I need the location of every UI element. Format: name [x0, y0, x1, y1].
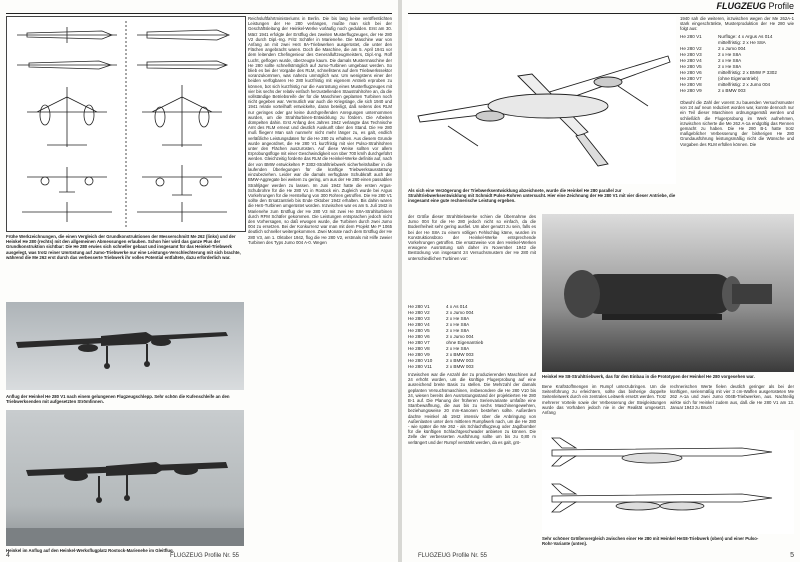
list-item: He 280 V9 2 x BMW 003 [680, 88, 746, 93]
caption-photo2: Heinkel im Anflug auf den Heinkel-Werksflugplatz Rostock-Marienehe im Gleitflug. [6, 548, 174, 553]
three-view-drawings [6, 16, 246, 232]
comparison-svg [542, 430, 794, 534]
aircraft-silhouette-1 [6, 302, 244, 390]
caption-photo1: Anflug der Heinkel He 280 V1 nach einem gelungenen Flugzeugschlepp. Sehr schön die Kufenschleife an den Triebwerksenden mit aufgesetzten Strömfinnen. [6, 394, 230, 405]
list-item: He 280 V4 2 x He S8A [680, 58, 742, 63]
list-item: He 280 V2 2 x Jumo 004 [680, 46, 746, 51]
list-item: He 280 V5 2 x He S8A [408, 328, 470, 333]
aircraft-silhouette-2 [6, 410, 244, 546]
right-page [402, 0, 800, 562]
list-item: He 280 V11 2 x BMW 003 [408, 364, 474, 369]
right-text-bottom-left: Inzwischen war die Anzahl der zu produzierenden Maschinen auf 24 erhöht worden, um die künftige Flugerprobung auf eine ausreichend breite Basis zu stellen. Die Mehrzahl der damals geplanten Versuchsmaschinen, insbesondere die He 280 V10 bis 24, wiesen bereits den Ausrüstungsstand der projektierten He 280 B-1 auf. Die Planung der früheren Serienvariante umfaßte eine Starrbewaffnung, die aus bis zu sechs Maschinengewehren, beziehungsweise 20 mm-Kanonen bestehen sollte. Außerdem dachte Heinkel ab 1942 intensiv über die Anbringung von Außenlasten unter dem mittleren Rumpfwerk nach, um die He 280 - wie später die Me 262 - als Schlachtflugzeug oder Jagdbomber für die künftigen Schlachtgeschwader anbieten zu können. Die Zelle der verbesserten Ausführung sollte um bis zu 0,80 m verlängert und der Rumpf verstärkt werden, da es galt, grö- [408, 372, 536, 445]
caption-bottom: Sehr schöner Größenvergleich zwischen einer He 280 mit Heinkel HeS8-Triebwerk (oben) und einer Pulso-Rohr-Variante (unten). [542, 536, 759, 547]
footer-left: FLUGZEUG Profile Nr. 55 [170, 553, 240, 559]
footer-right: FLUGZEUG Profile Nr. 55 [418, 553, 488, 559]
photo-he280-approach [6, 302, 244, 390]
header-rule [6, 13, 392, 14]
variant-list-mid [408, 304, 536, 370]
variant-list-top [680, 34, 794, 94]
planform-svg [408, 16, 676, 184]
list-item: He 280 V2 2 x Jumo 004 [408, 310, 474, 315]
caption-drawings: Frühe Werkzeichnungen, die einen Vergleich der Grundkonstruktionen der Messerschmitt Me 262 (links) und der Heinkel He 280 (rechts) mit den allgemeinen Abmessungen erlauben. Schon hier wird das ganze Plus der Grundkonstruktion sichtbar: Die He 280 erwies sich schneller gebaut und insgesamt für das Heinkel-Triebwerk ausgelegt, was trotz reiner Umrüstung auf Jumo-Triebwerke nur eine Leistungs-Verschlechterung mit sich brachte, während die Me 262 erst durch das verbesserte Triebwerk ihr volles Potential entfaltete, dazu erforderlich war. [6, 234, 241, 260]
size-comparison-drawing [542, 430, 794, 534]
list-item: He 280 V9 2 x BMW 003 [408, 352, 474, 357]
right-text-after-list: Obwohl die Zahl der vorerst zu bauenden Versuchsmuster von 24 auf neun reduziert worden war, konnte dennoch nur ein Teil dieser Maschinen ordnungsgemäß werden und schließlich die Flugerprobung im Werk aufnehmen, inzwischen sicherte die Me 262 A-1a endgültig das Rennen gemacht zu haben. Die He 280 B-1 hatte trotz maßgeblicher Verbesserung der bisherigen He 280 Grundausführung leistungsmäßig nicht die Wünsche und Vorgaben des RLM erfüllen können. Die [680, 100, 794, 147]
list-item: He 280 V8 mittelfristig: 2 x Jumo 004 [680, 82, 771, 87]
header-brand [716, 1, 794, 11]
list-item: He 280 V6 mittelfristig: 2 x BMW P 3302 [680, 70, 777, 75]
brand-title: FLUGZEUG [716, 1, 766, 11]
list-item: He 280 V4 2 x He S8A [408, 322, 470, 327]
list-item: He 280 V10 2 x BMW 003 [408, 358, 474, 363]
list-item: He 280 V8 2 x He S8A [408, 346, 470, 351]
list-item: He 280 V7 (ohne Eigenantrieb) [680, 76, 759, 81]
he280-pulso-drawing [408, 16, 676, 184]
right-text-mid: der Größe dieser Strahltriebwerke schien die Übernahme des Jumo 004 für die He 280 jedoch nicht so einfach, da die Bodenfreiheit sehr gering ausfiel. Um aber genutzt zu sein, falls es bei der He S8A zu einem völligen Fehlschlag käme, wurden im Konstruktionsbüro der Heinkel-Werke entsprechende Vorkehrungen getroffen. Die ersatzweise von den Heinkel-Werken erwogene Ausrüstung sah daher im November 1942 die Bestückung von insgesamt 24 Versuchsmustern der He 280 mit unterschiedlichen Turbinen vor: [408, 214, 536, 261]
caption-drawing-top: Als sich eine Verzögerung der Triebwerksentwicklung abzeichnete, wurde die Heinkel He 280 parallel zur Strahltriebwerksentwicklung mit Schmidt Pulso-Rohren untersucht. Hier eine Zeichnung der He 280 V1 mit vier dieser Antriebe, die insgesamt eine gute rechnerische Leistung ergeben. [408, 188, 676, 204]
page-number-right: 5 [790, 552, 794, 559]
brand-subtitle: Profile [768, 1, 794, 11]
caption-photo: Heinkel He S8-Strahltriebwerk, das für den Einbau in die Prototypen der Heinkel He 280 vorgesehen war. [542, 374, 755, 379]
photo-he280-landing [6, 410, 244, 546]
list-item: He 280 V7 ohne Eigenantrieb [408, 340, 484, 345]
right-text-top: 1940 sah die weiteren, inzwischen wegen der Me 262A-1 stark eingeschränkte, Musterproduktion der He 280 wie folgt aus: [680, 16, 794, 32]
list-item: He 280 V1 4 x As 014 [408, 304, 468, 309]
list-item: He 280 V1 Nurflüge: 4 x Argus As 014 [680, 34, 773, 39]
right-text-bottom-mid: Bene Kraftstoffmengen im Rumpf unterzubringen. Um die Seitenführung zu erleichtern, sollte das bisherige doppelte Seitenleitwerk durch ein zentrales Leitwerk ersetzt werden. Trotz mehrerer Vorteile sowie der Verbesserung der Steigleistungen wurde das Vorhaben jedoch nie in der Realität umgesetzt. Anfang [542, 384, 666, 416]
list-item: He 280 V5 2 x He S8A [680, 64, 742, 69]
page-number-left: 4 [6, 552, 10, 559]
photo-hes8-engine [542, 214, 794, 372]
list-item: He 280 V3 2 x He S8A [680, 52, 742, 57]
drawing-svg [7, 17, 245, 231]
engine-shape [542, 214, 794, 372]
right-text-bottom-right: rechnerischen Werte fielen deutlich geringer als bei der künftigen, serienmäßig mit vier 3 cm-Waffen ausgerüsteten Me 262 A-1a und zwei Jumo 004B-Triebwerken, aus. Nachteilig wirkte sich für Heinkel zudem aus, daß die He 280 V1 am 13. Januar 1943 zu Bruch [670, 384, 794, 410]
list-item: He 280 V6 2 x Jumo 004 [408, 334, 474, 339]
left-text-column: Reichsluftfahrtministeriums in Berlin. Die bis lang keine veröffentlichten Leistungen der He 280 verlangen, mußte man sich bei der Geschäftsleitung der Heinkel-Werke vorläufig noch gedulden. Erst am 30. März 1941 erfolgte der Erstflug des zweiten Musterflugzeuges, der He 280 V2 durch Dipl.-Ing. Fritz Schäfer in Marienehe. Die Maschine war von Anfang an mit zwei HeS 8A-Triebwerken ausgerüstet, die unter den Flächen angebracht waren. Doch die Maschine, die am 5. April 1941 vor dem leitenden Chefingenieur des Generalluftzeugmeisters, Dipl.-Ing. Rolf Lucht, geflogen wurde, überzeugte kaum. Die damals Mustermaschine der He 280 sollte schnellstmöglich auf Jumo-Turbinen umgebaut werden. So blieb es bei der Vorgabe des RLM, schnellstens auf dem Triebwerkssektor voranzukommen, was nahezu unmöglich war. Um wenigstens einer der beiden verfügbaren He 280 kurzfristig mit eigenem Antrieb erproben zu können, bot sich kurzfristig nur die Ausrüstung eines Musterflugzeuges mit vier bis sechs der relativ einfach herzustellenden Staustrahlrohre an, da die vollständige Betriebsreife der für die Maschinen geplanten Turbinen noch nicht gegeben war. Vermutlich war auch die Kriegslage, die sich 1940 und 1941 relativ vorteilhaft entwickelte, daran beteiligt, daß seitens des RLM nur geringes oder gar keine durchgreifenden Anregungen unternommen wurden, um die Strahlturbinen-Entwicklung zu fördern. Die Arbeiten dümpelten dahin. Erst Anfang des Jahres 1942 verlangte das Technische Amt des RLM erneut und deutlich Auskunft über den Stand. Die He 280 muß fliegen! Man sah nunmehr nicht mehr länger zu, es galt, endlich verläßliche Leistungsdaten für die He 280 zu erhalten. Aus diesem Grunde wurde angeordnet, die He 280 V1 kurzfristig mit vier Pulso-Strahlrohren unter den Flächen auszurüsten. Auf diese Weise sollten vor allem Erprobungsflüge mit einer Geschwindigkeit von über 700 km/h durchgeführt werden. Gleichzeitig forderte das RLM die Heinkel-Werke definitiv auf, nach der von BMW entwickelten P 3302-Strahltriebwerk sicherheitshalber in die laufenden Überlegungen für die künftige Triebwerksausstattung einzubeziehen. Leider war die damals verfügbare Schubkraft auch der BMW-Aggregate bei weitem zu gering, um aus der He 280 einen passablen Strahljäger werden zu lassen. Im Juni 1942 hatte die ersten Argus-Schubrohre für die He 280 V1 in Rostock ein. Zugleich wurde bei Argus Vorkehrungen für die Herstellung von 300 Rohren getroffen. Die He 280 V1 sollte den Ersatzantrieb bis Ende Oktober 1942 erhalten. Bis dahin waren die HeS-Turbinen umgerüstet worden. Inzwischen war es am 5. Juli 1942 in Marienehe zum Erstflug der He 280 V3 mit zwei He S8A-Strahlturbinen durch RFM Schäfer gekommen. Die Leistungen entsprachen jedoch nicht den Vorhersagen, so daß erwogen wurde, die Turbinen durch zwei Jumo 004 zu ersetzen. Bei der Konkurrenz war man mit dem Projekt Me P 1065 deutlich schneller weitergekommen. Zwei Monate nach dem Erstflug der He 280 V3, am 1. Oktober 1942, flog die He 280 V2, erstmals mit Hilfe zweier Turbinen des Typs Jumo 004 A-0. Wegen [248, 16, 392, 245]
list-item: He 280 V3 2 x He S8A [408, 316, 470, 321]
header-rule-right [408, 13, 794, 14]
list-item: mittelfristig: 2 x He S8A [718, 40, 766, 45]
left-page [0, 0, 398, 562]
